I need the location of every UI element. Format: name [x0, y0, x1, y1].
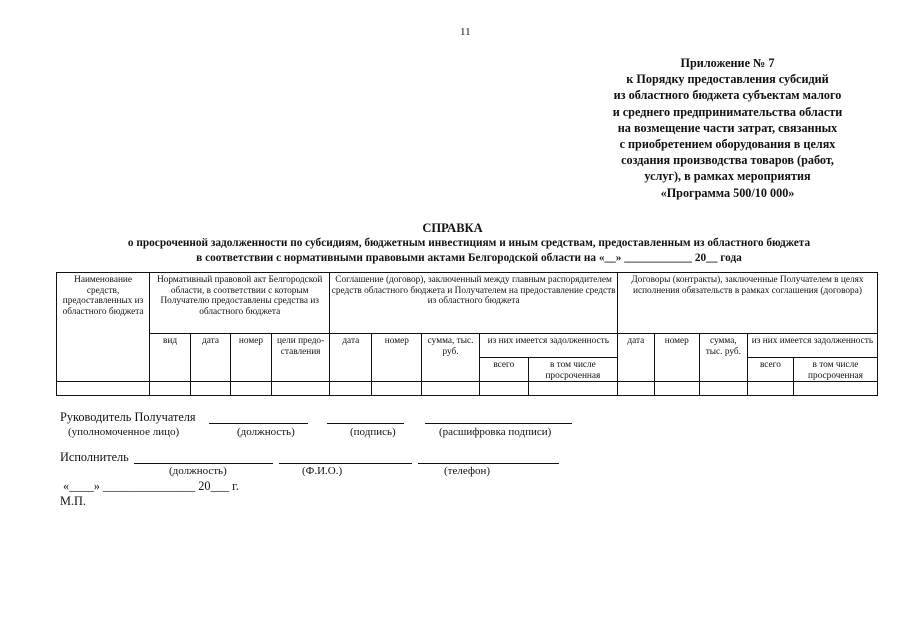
decoding-line [425, 423, 572, 424]
header-agreement-date: дата [330, 334, 372, 382]
annex-line: Приложение № 7 [680, 56, 775, 70]
table-cell [654, 382, 699, 396]
header-agreement-debt-overdue: в том числе просроченная [528, 358, 617, 382]
table-row [57, 382, 878, 396]
annex-line: из областного бюджета субъектам малого [613, 88, 842, 103]
annex-line: на возмещение части затрат, связанных [617, 120, 838, 135]
header-contract-debt-total: всего [747, 358, 793, 382]
signature-line [327, 423, 404, 424]
table-cell [372, 382, 422, 396]
table-cell [699, 382, 747, 396]
annex-line: к Порядку предоставления субсидий [626, 72, 829, 87]
header-agreement: Соглашение (договор), заключенный между главным распорядителем средств областного бюджета и Получателем на предоставление средств из областного бюджета [330, 273, 618, 334]
header-act-purpose: цели предо-ставления [271, 334, 329, 382]
executor-label: Исполнитель [60, 450, 129, 464]
header-act-type: вид [150, 334, 191, 382]
table-cell [617, 382, 654, 396]
executor-fio-caption: (Ф.И.О.) [302, 465, 343, 477]
header-act-date: дата [191, 334, 231, 382]
head-sub-caption: (уполномоченное лицо) [68, 426, 180, 438]
document-subtitle-line-2: в соответствии с нормативными правовыми актами Белгородской области на «__» ____________ 20__ года [196, 252, 742, 264]
header-contract-sum: сумма, тыс. руб. [699, 334, 747, 382]
header-agreement-number: номер [372, 334, 422, 382]
executor-phone-line [418, 463, 559, 464]
annex-line: и среднего предпринимательства области [612, 104, 843, 119]
executor-fio-line [279, 463, 412, 464]
table-cell [57, 382, 150, 396]
header-agreement-sum: сумма, тыс. руб. [422, 334, 479, 382]
table-cell [230, 382, 271, 396]
header-contract-date: дата [617, 334, 654, 382]
stamp-place: М.П. [60, 494, 86, 508]
header-agreement-debt: из них имеется задолженность [479, 334, 617, 358]
table-cell [330, 382, 372, 396]
header-contract-number: номер [654, 334, 699, 382]
annex-line: с приобретением оборудования в целях [619, 137, 836, 152]
decoding-caption: (расшифровка подписи) [439, 426, 552, 438]
table-cell [422, 382, 479, 396]
table-cell [271, 382, 329, 396]
header-legal-act: Нормативный правовой акт Белгородской области, в соответствии с которым Получателю предоставлены средства из областного бюджета [150, 273, 330, 334]
document-subtitle-line-1: о просроченной задолженности по субсидиям, бюджетным инвестициям и иным средствам, предоставленным из областного бюджета [127, 237, 811, 249]
date-line: «____» _______________ 20___ г. [63, 479, 239, 493]
position-caption: (должность) [237, 426, 295, 438]
position-line [209, 423, 308, 424]
executor-position-line [134, 463, 273, 464]
annex-line: «Программа 500/10 000» [660, 185, 795, 200]
document-title: СПРАВКА [422, 221, 483, 235]
annex-line: создания производства товаров (работ, [621, 153, 834, 168]
header-funds-name: Наименование средств, предоставленных из областного бюджета [57, 273, 150, 382]
signature-caption: (подпись) [350, 426, 396, 438]
header-agreement-debt-total: всего [479, 358, 528, 382]
annex-header [560, 55, 895, 201]
head-label: Руководитель Получателя [60, 410, 196, 424]
header-contract-debt-overdue: в том числе просроченная [793, 358, 877, 382]
report-table [56, 272, 878, 396]
table-cell [747, 382, 793, 396]
table-cell [150, 382, 191, 396]
page-number: 11 [460, 26, 471, 38]
annex-line: услуг), в рамках мероприятия [644, 169, 811, 184]
header-contract-debt: из них имеется задолженность [747, 334, 877, 358]
header-act-number: номер [230, 334, 271, 382]
table-cell [191, 382, 231, 396]
table-cell [793, 382, 877, 396]
header-contracts: Договоры (контракты), заключенные Получателем в целях исполнения обязательств в рамках соглашения (договора) [617, 273, 877, 334]
table-cell [479, 382, 528, 396]
executor-position-caption: (должность) [169, 465, 227, 477]
executor-phone-caption: (телефон) [444, 465, 491, 477]
table-cell [528, 382, 617, 396]
